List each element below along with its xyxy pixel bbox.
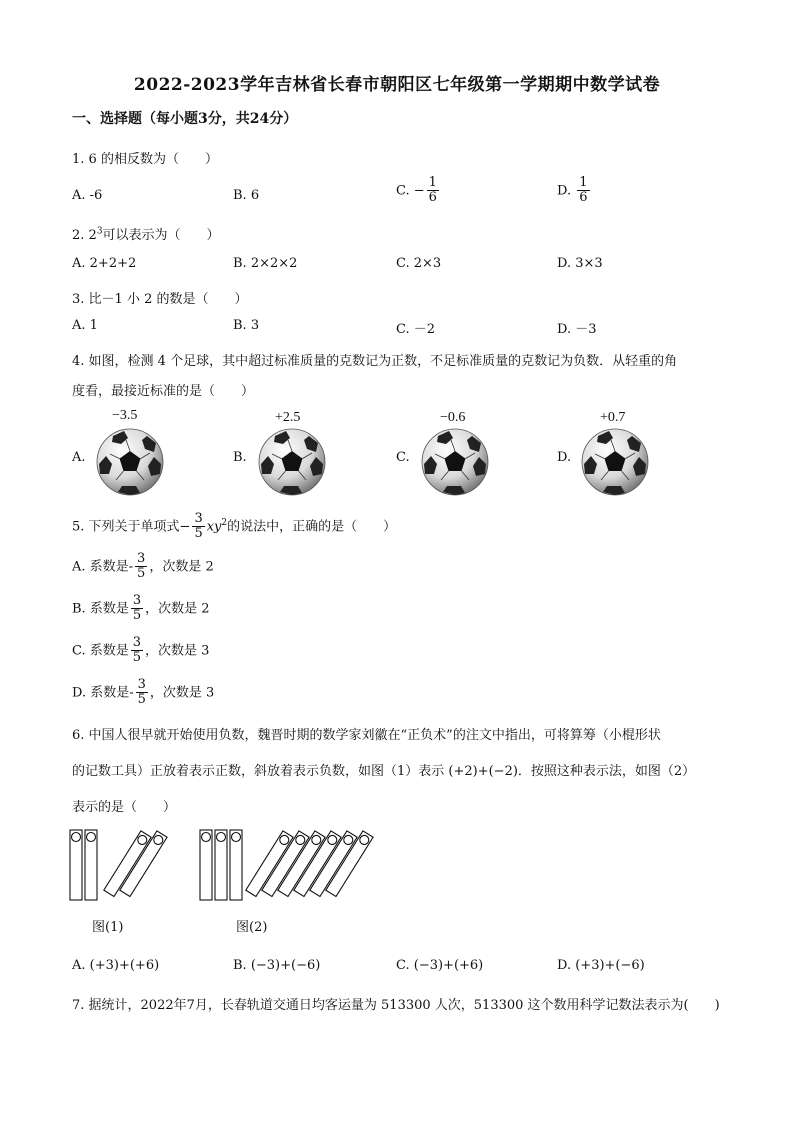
question-1-stem: 1. 6 的相反数为（ ） bbox=[72, 152, 218, 167]
q6-option-d: D. (+3)+(−6) bbox=[557, 958, 645, 973]
question-6-line1: 6. 中国人很早就开始使用负数，魏晋时期的数学家刘徽在“正负术”的注文中指出，可将算筹（小棍形状 bbox=[72, 728, 661, 743]
question-5-stem: 5. 下列关于单项式− $\frac{3}{5}$ $xy^2$的说法中，正确的是（ ） bbox=[72, 511, 397, 542]
q3-option-d: D. －3 bbox=[557, 322, 597, 337]
counting-rods-figure-1 bbox=[66, 826, 176, 906]
figure-2-caption: 图(2) bbox=[236, 920, 268, 935]
q2-option-b: B. 2×2×2 bbox=[233, 256, 298, 271]
question-4-stem-line1: 4. 如图，检测 4 个足球，其中超过标准质量的克数记为正数，不足标准质量的克数记为负数．从轻重的角 bbox=[72, 354, 678, 369]
q4-option-d-letter: D. bbox=[557, 450, 572, 465]
q3-option-c: C. －2 bbox=[396, 322, 436, 337]
q2-option-c: C. 2×3 bbox=[396, 256, 442, 271]
soccer-ball-a-icon bbox=[96, 428, 166, 498]
question-2-stem: 2. $2^3$可以表示为（ ） bbox=[72, 226, 220, 243]
figure-1-caption: 图(1) bbox=[92, 920, 124, 935]
question-6-line2: 的记数工具）正放着表示正数，斜放着表示负数，如图（1）表示 (+2)+(−2)．按照这种表示法，如图（2） bbox=[72, 764, 696, 779]
q5-option-d: D. 系数是- $\frac{3}{5}$ ，次数是 3 bbox=[72, 677, 215, 708]
question-7-stem: 7. 据统计，2022年7月，长春轨道交通日均客运量为 513300 人次，513300 这个数用科学记数法表示为( ) bbox=[72, 998, 720, 1013]
ball-a-value: −3.5 bbox=[112, 408, 138, 423]
question-6-line3: 表示的是（ ） bbox=[72, 800, 177, 815]
section-heading: 一、选择题（每小题3分，共24分） bbox=[72, 111, 298, 127]
ball-c-value: −0.6 bbox=[440, 410, 466, 425]
question-3-stem: 3. 比－1 小 2 的数是（ ） bbox=[72, 292, 248, 307]
q2-option-d: D. 3×3 bbox=[557, 256, 603, 271]
q5-option-c: C. 系数是 $\frac{3}{5}$ ，次数是 3 bbox=[72, 635, 210, 666]
ball-d-value: +0.7 bbox=[600, 410, 626, 425]
q6-option-c: C. (−3)+(+6) bbox=[396, 958, 484, 973]
q5-option-b: B. 系数是 $\frac{3}{5}$ ，次数是 2 bbox=[72, 593, 210, 624]
question-4-stem-line2: 度看，最接近标准的是（ ） bbox=[72, 384, 255, 399]
soccer-ball-b-icon bbox=[258, 428, 328, 498]
q3-option-a: A. 1 bbox=[72, 318, 98, 333]
soccer-ball-d-icon bbox=[581, 428, 651, 498]
q1-option-a: A. -6 bbox=[72, 188, 103, 203]
q4-option-b-letter: B. bbox=[233, 450, 247, 465]
q2-option-a: A. 2+2+2 bbox=[72, 256, 137, 271]
q4-option-c-letter: C. bbox=[396, 450, 410, 465]
q6-option-b: B. (−3)+(−6) bbox=[233, 958, 321, 973]
q6-option-a: A. (+3)+(+6) bbox=[72, 958, 160, 973]
page-title: 2022-2023学年吉林省长春市朝阳区七年级第一学期期中数学试卷 bbox=[133, 75, 661, 95]
counting-rods-figure-2 bbox=[196, 826, 386, 906]
ball-b-value: +2.5 bbox=[275, 410, 301, 425]
soccer-ball-c-icon bbox=[421, 428, 491, 498]
q3-option-b: B. 3 bbox=[233, 318, 260, 333]
q1-option-c: C. − $\frac{1}{6}$ bbox=[396, 175, 437, 206]
q1-option-b: B. 6 bbox=[233, 188, 260, 203]
q1-option-d: D. $\frac{1}{6}$ bbox=[557, 175, 588, 206]
q5-option-a: A. 系数是- $\frac{3}{5}$ ，次数是 2 bbox=[72, 551, 214, 582]
q4-option-a-letter: A. bbox=[72, 450, 86, 465]
